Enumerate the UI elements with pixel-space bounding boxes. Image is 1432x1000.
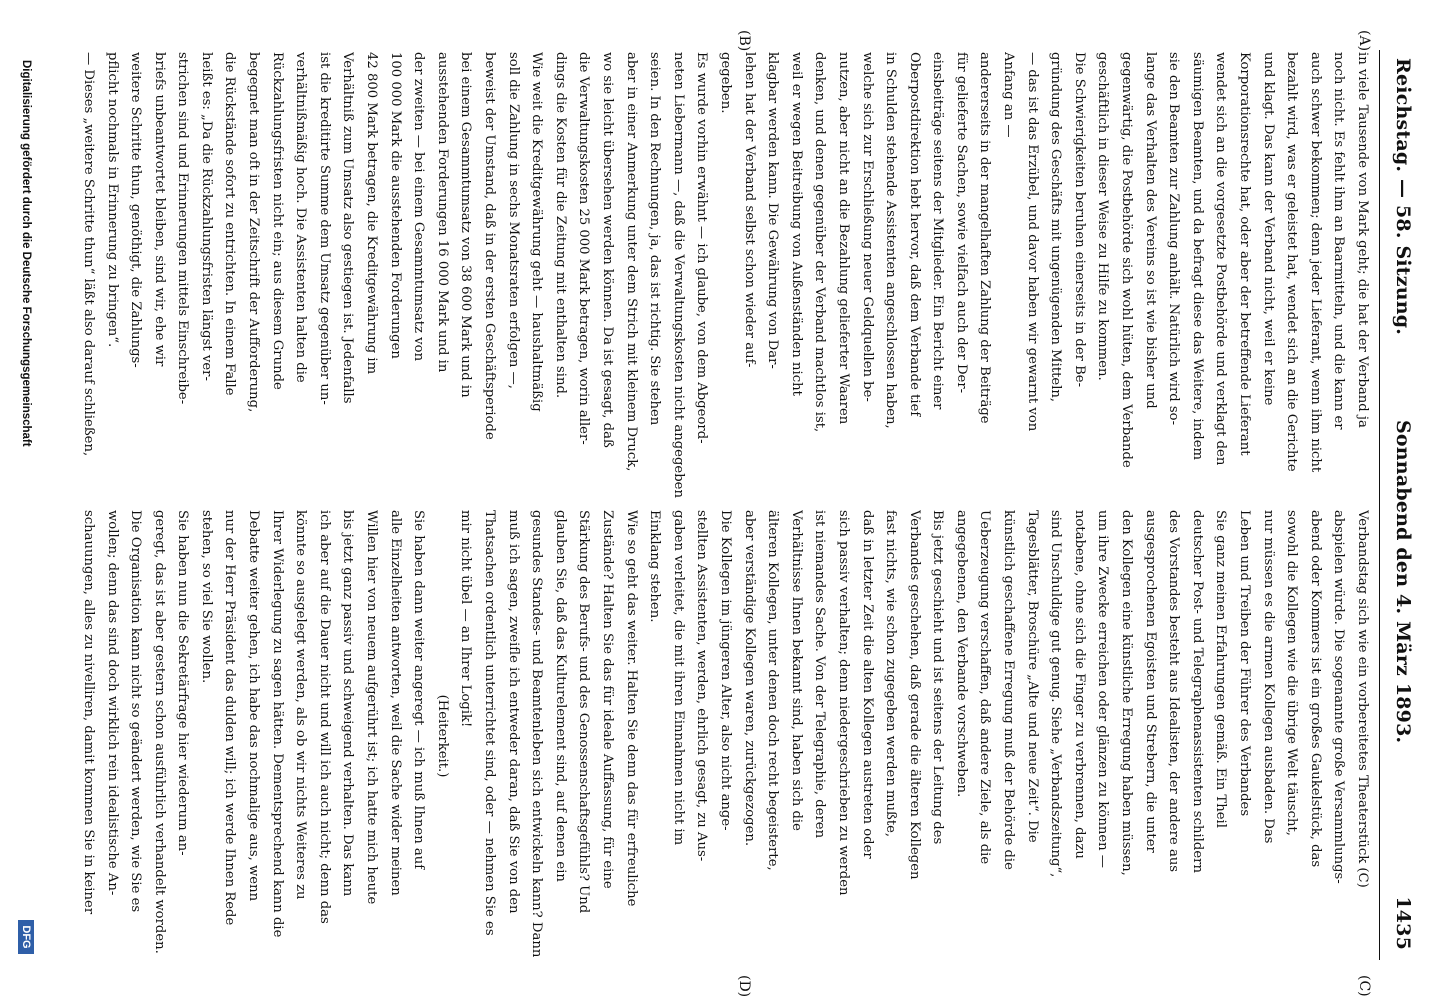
text-line: klagbar werden kann. Die Gewährung von Dar-: [765, 52, 781, 369]
text-line: gründung des Geschäfts mit ungenügenden Mitteln,: [1048, 52, 1064, 403]
text-line: neten Liebermann —, daß die Verwaltungskosten nicht angegeben: [670, 52, 686, 498]
text-line: Wie so geht das weiter. Halten Sie denn das für erfreuliche: [623, 510, 639, 907]
text-line: lange das Verhalten des Vereins so ist wie bisher und: [1142, 52, 1158, 409]
text-line: Debatte weiter gehen, ich habe das nochmalige aus, wenn: [246, 510, 262, 902]
text-line: Willen hier von neuem aufgerührt ist; ich hatte mich heute: [364, 510, 380, 905]
text-line: könnte so ausgelegt werden, als ob wir nichts Weiteres zu: [293, 510, 309, 900]
text-line: weil er wegen Beitreibung von Außenständen nicht: [788, 52, 804, 396]
text-line: — Dieses „weitere Schritte thun“ läßt also darauf schließen,: [80, 52, 96, 457]
text-line: in Schulden stehende Assistenten angeschlossen haben,: [883, 52, 899, 429]
text-line: sich passiv verhalten; denn niedergeschrieben zu werden: [835, 510, 851, 896]
text-line: briefs unbeantwortet bleiben, sind wir, ehe wir: [151, 52, 167, 367]
text-line: bezahlt wird, was er geleistet hat, wendet sich an die Gerichte: [1284, 52, 1300, 472]
text-line: Die Organisation kann nicht so geändert werden, wie Sie es: [128, 510, 144, 913]
text-line: noch nicht. Es fehlt ihm an Baarmitteln, und die kann er: [1331, 52, 1347, 430]
text-line: verhältnißmäßig hoch. Die Assistenten halten die: [293, 52, 309, 383]
text-line: Thatsachen ordentlich unterrichtet sind, oder — nehmen Sie es: [482, 510, 498, 936]
page-number: 1435: [1392, 896, 1414, 950]
text-line: schauungen, alles zu nivelliren, damit kommen Sie in keiner: [80, 510, 96, 915]
text-line: beweist der Umstand, daß in der ersten Geschäftsperiode: [482, 52, 498, 440]
text-line: ist niemandes Sache. Von der Telegraphie, deren: [812, 510, 828, 839]
text-line: seien. In den Rechnungen, ja, das ist richtig. Sie stehen: [647, 52, 663, 426]
text-line: Leben und Treiben der Führer des Verbandes: [1237, 510, 1253, 817]
text-line: ich aber auf die Dauer nicht und will ich auch nicht; denn das: [316, 510, 332, 924]
text-line: aber in einer Anmerkung unter dem Strich mit kleinem Druck,: [623, 52, 639, 472]
text-line: sowohl die Kollegen wie die übrige Welt täuscht,: [1284, 510, 1300, 836]
text-line: Anfang an —: [1001, 52, 1017, 138]
text-line: — das ist das Erzübel, und davor haben wir gewarnt von: [1024, 52, 1040, 432]
text-line: um ihre Zwecke erreichen oder glänzen zu können —: [1095, 510, 1111, 868]
text-line: bis jetzt ganz passiv und schweigend verhalten. Das kann: [340, 510, 356, 897]
text-line: wo sie leicht übersehen werden können. Da ist gesagt, daß: [600, 52, 615, 448]
text-line: (Heiterkeit.): [434, 694, 450, 778]
header-date: Sonnabend den 4. März 1893.: [1392, 420, 1414, 744]
text-line: 42 800 Mark betragen, die Kreditgewährung im: [364, 52, 380, 375]
text-line: und klagt. Das kann der Verband nicht, weil er keine: [1260, 52, 1276, 406]
text-line: ist die kreditirte Summe dem Umsatz gegenüber un-: [316, 52, 332, 405]
text-line: in viele Tausende von Mark geht; die hat der Verband ja: [1355, 52, 1370, 428]
text-line: geschäftlich in dieser Weise zu Hilfe zu kommen.: [1095, 52, 1111, 381]
text-line: heißt es: „Da die Rückzahlungsfristen längst ver-: [198, 52, 214, 381]
text-line: Ueberzeugung verschaffen, daß andere Ziele, als die: [977, 510, 993, 865]
text-line: Rückzahlungsfristen nicht ein; aus diesem Grunde: [269, 52, 285, 390]
text-line: strichen sind und Erinnerungen mittels Einschreibe-: [175, 52, 191, 405]
text-line: Verhältniß zum Umsatz also gestiegen ist. Jedenfalls: [340, 52, 356, 404]
text-line: angegebenen, den Verbande vorschweben.: [953, 510, 969, 798]
text-line: Bis jetzt geschieht und ist seitens der Leitung des: [930, 510, 946, 845]
text-line: auch schwer bekommen; denn jeder Lieferant, wenn ihm nicht: [1307, 52, 1323, 473]
text-line: Wie weit die Kreditgewährung geht — haushaltmäßig: [529, 52, 545, 412]
left-text-column: [74, 52, 1374, 504]
text-line: glauben Sie, daß das Kulturelement sind, auf denen ein: [552, 510, 568, 882]
text-line: Korporationsrechte hat, oder aber der betreffende Lieferant: [1237, 52, 1253, 456]
text-line: den Kollegen eine künstliche Erregung haben müssen,: [1119, 510, 1135, 876]
text-line: sind Unschuldige gut genug. Siehe „Verbandszeitung“,: [1048, 510, 1064, 878]
text-line: säumigen Beamten, und da befragt diese das Weitere, indem: [1189, 52, 1205, 461]
text-line: für gelieferte Sachen, sowie vielfach auch der Der-: [953, 52, 969, 394]
text-line: Verbandes geschehen, daß gerade die älteren Kollegen: [906, 510, 922, 880]
right-text-column: [74, 510, 1374, 962]
text-line: abend oder Kommers ist ein großes Gaukelstück, das: [1307, 510, 1323, 868]
text-line: gegeben.: [717, 52, 733, 114]
text-line: soll die Zahlung in sechs Monatsraten erfolgen —,: [505, 52, 521, 389]
text-line: abspielen würde. Die sogenannte große Versammlungs-: [1331, 510, 1347, 884]
text-line: stellten Assistenten, werden, ehrlich gesagt, zu Aus-: [694, 510, 710, 862]
text-line: nur der Herr Präsident das dulden will; ich werde Ihnen Rede: [222, 510, 238, 926]
text-line: andererseits in der mangelhaften Zahlung der Beiträge: [977, 52, 993, 424]
text-line: Sie haben dann weiter angeregt — ich muß Ihnen auf: [411, 510, 427, 870]
text-line: Ihrer Widerlegung zu sagen hätten. Dementsprechend kann die: [269, 510, 285, 938]
digitization-credit: Digitalisierung gefördert durch die Deutsche Forschungsgemeinschaft: [20, 60, 32, 447]
margin-marker-c: (C): [1356, 975, 1372, 997]
text-line: ausstehenden Forderungen 16 000 Mark und in: [434, 52, 450, 373]
text-line: wollen; denn das sind doch wirklich rein idealistische An-: [104, 510, 120, 896]
text-line: denken, und denen gegenüber der Verband machtlos ist,: [812, 52, 828, 433]
text-line: geregt, das ist aber gestern schon ausführlich verhandelt worden.: [151, 510, 167, 954]
text-line: Die Schwierigkeiten beruhen einerseits in der Be-: [1071, 52, 1087, 388]
text-line: gegenwärtig, die Postbehörde sich wohl hüten, dem Verbande: [1119, 52, 1135, 468]
text-line: wendet sich an die vorgesetzte Postbehörde und verklagt den: [1213, 52, 1229, 466]
text-line: gaben verleitet, die mit ihren Einnahmen nicht im: [670, 510, 686, 846]
text-line: Sie haben nun die Sekretärfrage hier wiederum an-: [175, 510, 191, 856]
text-line: ausgesprochenen Egoisten und Strebern, die unter: [1142, 510, 1158, 853]
text-line: muß ich sagen, zweifle ich entweder daran, daß Sie von den: [505, 510, 521, 914]
text-line: Verbandstag sich wie ein vorbereitetes Theaterstück (C): [1355, 510, 1370, 888]
text-line: [74, 510, 76, 962]
text-line: deutscher Post- und Telegraphenassistenten schildern: [1189, 510, 1205, 873]
header-rule: [1379, 50, 1380, 960]
text-line: einsbeiträge seitens der Mitglieder. Ein Bericht einer: [930, 52, 946, 410]
text-line: fast nichts, wie schon zugegeben werden mußte,: [883, 510, 899, 838]
dfg-logo: DFG: [18, 920, 34, 954]
text-line: der zweiten — bei einem Gesammtumsatz von: [411, 52, 427, 362]
text-line: alle Einzelheiten antworten, weil die Sache wider meinen: [387, 510, 403, 896]
text-line: Oberpostdirektion hebt hervor, daß dem Verbande tief: [906, 52, 922, 417]
text-line: mir nicht übel — an Ihrer Logik!: [458, 510, 474, 728]
text-line: Sie ganz meinen Erfahrungen gemäß. Ein Theil: [1213, 510, 1229, 828]
text-line: Die Kollegen im jüngeren Alter, also nicht ange-: [717, 510, 733, 831]
text-line: weitere Schritte thun, genöthigt, die Zahlungs-: [128, 52, 144, 368]
margin-marker-b: (B): [736, 30, 752, 52]
text-line: Es wurde vorhin erwähnt — ich glaube, von dem Abgeord-: [694, 52, 710, 444]
text-line: 100 000 Mark die ausstehenden Forderungen: [387, 52, 403, 359]
text-line: nutzen, aber nicht an die Bezahlung gelieferter Waaren: [835, 52, 851, 425]
text-line: die Rückstände sofort zu entrichten. In einem Falle: [222, 52, 238, 396]
text-line: Tagesblätter, Broschüre „Alte und neue Zeit“. Die: [1024, 510, 1040, 843]
text-line: Stärkung des Berufs- und des Genossenschaftsgefühls? Und: [576, 510, 592, 914]
text-line: welche sich zur Erschließung neuer Geldquellen be-: [859, 52, 875, 402]
text-line: pflicht nochmals in Erinnerung zu bringen“.: [104, 52, 120, 348]
text-line: lehen hat der Verband selbst schon wieder auf-: [741, 52, 757, 368]
text-line: die Verwaltungskosten 25 000 Mark betragen, worin aller-: [576, 52, 592, 445]
text-line: Einklang stehen.: [647, 510, 663, 623]
header-title: Reichstag. — 58. Sitzung.: [1392, 58, 1414, 336]
text-line: Verhältnisse Ihnen bekannt sind, haben sich die: [788, 510, 804, 831]
margin-marker-d: (D): [736, 975, 752, 998]
text-line: notabene, ohne sich die Finger zu verbrennen, dazu: [1071, 510, 1087, 859]
text-line: bei einem Gesammtumsatz von 38 600 Mark und in: [458, 52, 474, 398]
text-line: sie den Beamten zur Zahlung anhält. Natürlich wird so-: [1166, 52, 1182, 426]
text-line: dings die Kosten für die Zeitung mit enthalten sind.: [552, 52, 568, 399]
text-line: daß in letzter Zeit die alten Kollegen austreten oder: [859, 510, 875, 859]
text-line: [74, 52, 76, 504]
text-line: künstlich geschaffene Erregung muß der Behörde die: [1001, 510, 1017, 870]
text-line: des Vorstandes besteht aus Idealisten, der andere aus: [1166, 510, 1182, 873]
text-line: Zustände? Halten Sie das für ideale Auffassung, für eine: [600, 510, 615, 889]
text-line: gesundes Standes- und Beamtenleben sich entwickeln kann? Dann: [529, 510, 545, 958]
text-line: nur müssen es die armen Kollegen ausbaden. Das: [1260, 510, 1276, 844]
text-line: stehen, so viel Sie wollen.: [198, 510, 214, 684]
text-line: aber verständige Kollegen waren, zurückgezogen.: [741, 510, 757, 847]
text-line: älteren Kollegen, unter denen doch recht begeisterte,: [765, 510, 781, 871]
text-line: begegnet man oft in der Zeitschrift der Aufforderung,: [246, 52, 262, 413]
margin-marker-a: (A): [1356, 30, 1372, 52]
